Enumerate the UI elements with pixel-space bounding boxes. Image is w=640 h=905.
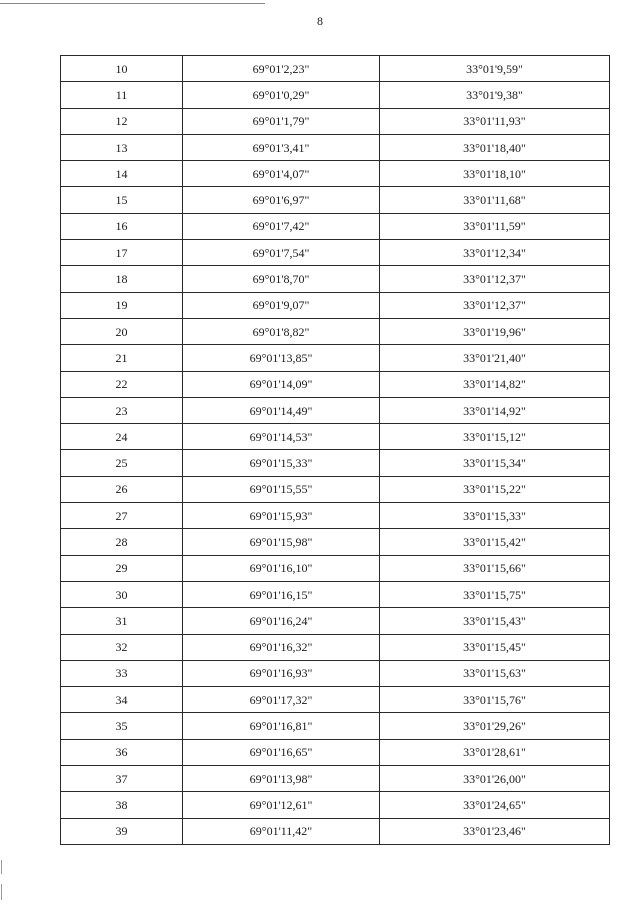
longitude-cell: 33°01'23,46" — [380, 818, 610, 844]
latitude-cell: 69°01'7,54" — [183, 240, 380, 266]
point-number-cell: 13 — [61, 134, 183, 160]
longitude-cell: 33°01'12,34" — [380, 240, 610, 266]
latitude-cell: 69°01'4,07" — [183, 161, 380, 187]
point-number-cell: 22 — [61, 371, 183, 397]
point-number-cell: 10 — [61, 56, 183, 82]
table-row — [61, 766, 610, 792]
longitude-cell: 33°01'21,40" — [380, 345, 610, 371]
table-row — [61, 187, 610, 213]
latitude-cell: 69°01'16,81" — [183, 713, 380, 739]
point-number-cell: 23 — [61, 397, 183, 423]
longitude-cell: 33°01'15,22" — [380, 476, 610, 502]
table-row — [61, 476, 610, 502]
table-row — [61, 608, 610, 634]
longitude-cell: 33°01'9,38" — [380, 82, 610, 108]
point-number-cell: 21 — [61, 345, 183, 371]
page-number: 8 — [317, 14, 323, 28]
table-row — [61, 792, 610, 818]
longitude-cell: 33°01'15,42" — [380, 529, 610, 555]
table-row — [61, 713, 610, 739]
longitude-cell: 33°01'15,45" — [380, 634, 610, 660]
longitude-cell: 33°01'19,96" — [380, 318, 610, 344]
latitude-cell: 69°01'3,41" — [183, 134, 380, 160]
longitude-cell: 33°01'11,93" — [380, 108, 610, 134]
coordinates-table-body — [61, 56, 610, 845]
longitude-cell: 33°01'15,63" — [380, 660, 610, 686]
latitude-cell: 69°01'16,24" — [183, 608, 380, 634]
table-row — [61, 108, 610, 134]
point-number-cell: 11 — [61, 82, 183, 108]
table-row — [61, 213, 610, 239]
table-row — [61, 581, 610, 607]
table-row — [61, 240, 610, 266]
latitude-cell: 69°01'2,23" — [183, 56, 380, 82]
point-number-cell: 31 — [61, 608, 183, 634]
longitude-cell: 33°01'18,40" — [380, 134, 610, 160]
latitude-cell: 69°01'0,29" — [183, 82, 380, 108]
table-row — [61, 634, 610, 660]
longitude-cell: 33°01'15,34" — [380, 450, 610, 476]
point-number-cell: 29 — [61, 555, 183, 581]
point-number-cell: 25 — [61, 450, 183, 476]
point-number-cell: 12 — [61, 108, 183, 134]
longitude-cell: 33°01'28,61" — [380, 739, 610, 765]
table-row — [61, 529, 610, 555]
point-number-cell: 35 — [61, 713, 183, 739]
point-number-cell: 36 — [61, 739, 183, 765]
latitude-cell: 69°01'16,32" — [183, 634, 380, 660]
latitude-cell: 69°01'9,07" — [183, 292, 380, 318]
point-number-cell: 27 — [61, 503, 183, 529]
table-row — [61, 450, 610, 476]
latitude-cell: 69°01'6,97" — [183, 187, 380, 213]
table-row — [61, 818, 610, 844]
longitude-cell: 33°01'15,43" — [380, 608, 610, 634]
table-row — [61, 424, 610, 450]
table-row — [61, 318, 610, 344]
longitude-cell: 33°01'14,82" — [380, 371, 610, 397]
table-row — [61, 56, 610, 82]
point-number-cell: 17 — [61, 240, 183, 266]
point-number-cell: 20 — [61, 318, 183, 344]
table-row — [61, 292, 610, 318]
scan-edge-line — [0, 3, 265, 4]
latitude-cell: 69°01'15,98" — [183, 529, 380, 555]
point-number-cell: 30 — [61, 581, 183, 607]
latitude-cell: 69°01'17,32" — [183, 687, 380, 713]
point-number-cell: 16 — [61, 213, 183, 239]
point-number-cell: 19 — [61, 292, 183, 318]
latitude-cell: 69°01'13,98" — [183, 766, 380, 792]
longitude-cell: 33°01'26,00" — [380, 766, 610, 792]
latitude-cell: 69°01'15,55" — [183, 476, 380, 502]
table-row — [61, 134, 610, 160]
latitude-cell: 69°01'16,15" — [183, 581, 380, 607]
coordinates-table — [60, 55, 610, 845]
scan-edge-mark — [1, 884, 2, 900]
latitude-cell: 69°01'14,49" — [183, 397, 380, 423]
longitude-cell: 33°01'14,92" — [380, 397, 610, 423]
latitude-cell: 69°01'8,70" — [183, 266, 380, 292]
table-row — [61, 82, 610, 108]
longitude-cell: 33°01'15,12" — [380, 424, 610, 450]
latitude-cell: 69°01'16,93" — [183, 660, 380, 686]
table-row — [61, 739, 610, 765]
table-row — [61, 503, 610, 529]
table-row — [61, 397, 610, 423]
point-number-cell: 33 — [61, 660, 183, 686]
latitude-cell: 69°01'1,79" — [183, 108, 380, 134]
latitude-cell: 69°01'8,82" — [183, 318, 380, 344]
longitude-cell: 33°01'15,66" — [380, 555, 610, 581]
longitude-cell: 33°01'9,59" — [380, 56, 610, 82]
table-row — [61, 687, 610, 713]
longitude-cell: 33°01'12,37" — [380, 292, 610, 318]
table-row — [61, 266, 610, 292]
latitude-cell: 69°01'14,09" — [183, 371, 380, 397]
latitude-cell: 69°01'16,65" — [183, 739, 380, 765]
point-number-cell: 26 — [61, 476, 183, 502]
latitude-cell: 69°01'13,85" — [183, 345, 380, 371]
latitude-cell: 69°01'15,33" — [183, 450, 380, 476]
longitude-cell: 33°01'15,33" — [380, 503, 610, 529]
table-row — [61, 555, 610, 581]
longitude-cell: 33°01'18,10" — [380, 161, 610, 187]
latitude-cell: 69°01'7,42" — [183, 213, 380, 239]
latitude-cell: 69°01'12,61" — [183, 792, 380, 818]
point-number-cell: 32 — [61, 634, 183, 660]
longitude-cell: 33°01'29,26" — [380, 713, 610, 739]
point-number-cell: 24 — [61, 424, 183, 450]
table-row — [61, 371, 610, 397]
longitude-cell: 33°01'15,76" — [380, 687, 610, 713]
point-number-cell: 14 — [61, 161, 183, 187]
point-number-cell: 37 — [61, 766, 183, 792]
latitude-cell: 69°01'11,42" — [183, 818, 380, 844]
point-number-cell: 38 — [61, 792, 183, 818]
latitude-cell: 69°01'15,93" — [183, 503, 380, 529]
table-row — [61, 660, 610, 686]
latitude-cell: 69°01'14,53" — [183, 424, 380, 450]
table-row — [61, 161, 610, 187]
longitude-cell: 33°01'12,37" — [380, 266, 610, 292]
table-row — [61, 345, 610, 371]
point-number-cell: 15 — [61, 187, 183, 213]
point-number-cell: 39 — [61, 818, 183, 844]
longitude-cell: 33°01'11,59" — [380, 213, 610, 239]
point-number-cell: 28 — [61, 529, 183, 555]
point-number-cell: 34 — [61, 687, 183, 713]
longitude-cell: 33°01'11,68" — [380, 187, 610, 213]
scan-edge-mark — [1, 860, 2, 874]
longitude-cell: 33°01'24,65" — [380, 792, 610, 818]
longitude-cell: 33°01'15,75" — [380, 581, 610, 607]
latitude-cell: 69°01'16,10" — [183, 555, 380, 581]
point-number-cell: 18 — [61, 266, 183, 292]
